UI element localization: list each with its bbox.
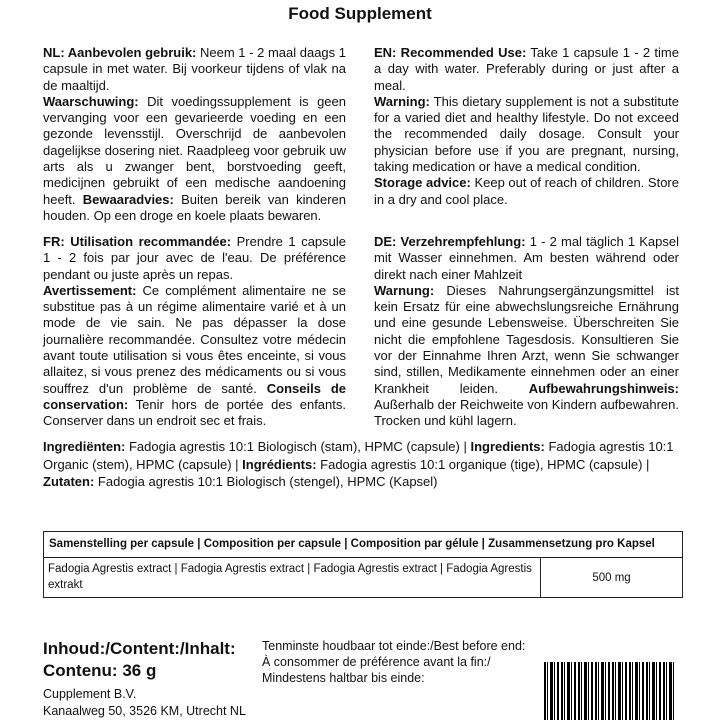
de-warning-text: Dieses Nahrungsergänzungsmittel ist kein Ersatz für eine abwechslungsreiche Ernährung und eine gesunde Lebensweise. Überschreiten Sie nicht die empfohlene Tagesdosis. Konsultieren Sie vor der Einnahme Ihren Arzt, wenn Sie schwanger sind, stillen, Medikamente einnehmen oder an einer Krankheit leiden. [374,282,679,396]
en-warning-label: Warning: [374,93,430,109]
en-use-label: EN: Recommended Use: [374,45,527,60]
en-warning-text: This dietary supplement is not a substitute for a varied diet and healthy lifestyle. Do not exceed the recommended daily dosage. Consult your physician before use if you are pregnant, nursing, taking medication or have a medical condition. [374,93,679,175]
en-storage-text: Keep out of reach of children. Store in a dry and cool place. [374,175,679,207]
ingredients-en-label: Ingredients: [470,439,545,454]
fr-instructions [43,234,346,430]
en-storage-label: Storage advice: [374,175,471,191]
fr-warning-text: Ce complément alimentaire ne se substitue pas à un régime alimentaire varié et à un mode de vie sain. Ne pas dépasser la dose journalière recommandée. Consultez votre médecin avant toute utilisation si vous êtes enceinte, si vous allaitez, si vous prenez des médicaments ou si vous souffrez d'un problème de santé. [43,282,346,396]
best-before-line-1: Tenminste houdbaar tot einde:/Best before end: [262,639,526,653]
best-before-line-3: Mindestens haltbar bis einde: [262,671,425,685]
de-instructions [374,234,679,430]
company-info [43,686,246,720]
composition-amount: 500 mg [592,571,631,584]
ingredients-de-label: Zutaten: [43,474,95,489]
nl-storage-text: Buiten bereik van kinderen houden. Op een droge en koele plaats bewaren. [43,191,347,223]
best-before [262,638,525,686]
company-address: Kanaalweg 50, 3526 KM, Utrecht NL [43,704,246,718]
en-use-text: Take 1 capsule 1 - 2 time a day with water. Preferably during or just after a meal. [374,45,679,93]
nl-storage-label: Bewaaradvies: [82,191,174,207]
de-use-text: 1 - 2 mal täglich 1 Kapsel mit Wasser einnehmen. Am besten während oder direkt nach einer Mahlzeit [374,234,680,282]
composition-header: Samenstelling per capsule | Composition per capsule | Composition par gélule | Zusammensetzung pro Kapsel [44,532,682,558]
de-storage-label: Aufbewahrungshinweis: [528,380,679,396]
ingredients-fr-label: Ingrédients: [242,456,317,472]
de-warning-label: Warnung: [374,282,435,298]
table-row [44,558,682,597]
contents-line-1: Inhoud:/Content:/Inhalt: [43,639,236,658]
barcode-icon [544,662,674,720]
composition-table [43,531,683,598]
page-title: Food Supplement [288,4,432,23]
ingredients-en-text: Fadogia agrestis 10:1 Organic (stem), HPMC (capsule) | [43,439,674,472]
ingredients-fr-text: Fadogia agrestis 10:1 organique (tige), HPMC (capsule) | [316,456,650,472]
best-before-line-2: À consommer de préférence avant la fin:/ [262,655,491,669]
nl-warning-text: Dit voedingssupplement is geen vervanging voor een gevarieerde voeding en een gezonde levensstijl. Overschrijd de aanbevolen dagelijkse dosering niet. Raadpleeg voor gebruik uw arts als u zwanger bent, borstvoeding geeft, medicijnen gebruikt of een medische aandoening heeft. [43,93,346,207]
de-use-label: DE: Verzehrempfehlung: [374,234,526,249]
fr-warning-label: Avertissement: [43,282,137,298]
ingredients-nl-text: Fadogia agrestis 10:1 Biologisch (stam), HPMC (capsule) | [125,439,471,454]
contents-line-2: Contenu: 36 g [43,661,157,680]
nl-use-label: NL: Aanbevolen gebruik: [43,45,197,60]
ingredients-list [43,438,683,491]
company-name: Cupplement B.V. [43,687,137,701]
fr-storage-text: Tenir hors de portée des enfants. Conserver dans un endroit sec et frais. [43,396,346,429]
fr-use-text: Prendre 1 capsule 1 - 2 fois par jour avec de l'eau. De préférence pendant ou juste après un repas. [43,234,347,282]
net-contents [43,638,236,682]
ingredients-de-text: Fadogia agrestis 10:1 Biologisch (stengel), HPMC (Kapsel) [94,474,438,489]
nl-instructions [43,45,346,224]
fr-use-label: FR: Utilisation recommandée: [43,234,232,249]
nl-use-text: Neem 1 - 2 maal daags 1 capsule in met water. Bij voorkeur tijdens of vlak na de maaltijd. [43,45,347,93]
en-instructions [374,45,679,208]
composition-ingredient: Fadogia Agrestis extract | Fadogia Agrestis extract | Fadogia Agrestis extract | Fadogia Agrestis extrakt [44,558,541,597]
nl-warning-label: Waarschuwing: [43,93,139,109]
fr-storage-label: Conseils de conservation: [43,380,347,412]
ingredients-nl-label: Ingrediënten: [43,439,126,454]
de-storage-text: Außerhalb der Reichweite von Kindern aufbewahren. Trocken und kühl lagern. [374,396,679,429]
